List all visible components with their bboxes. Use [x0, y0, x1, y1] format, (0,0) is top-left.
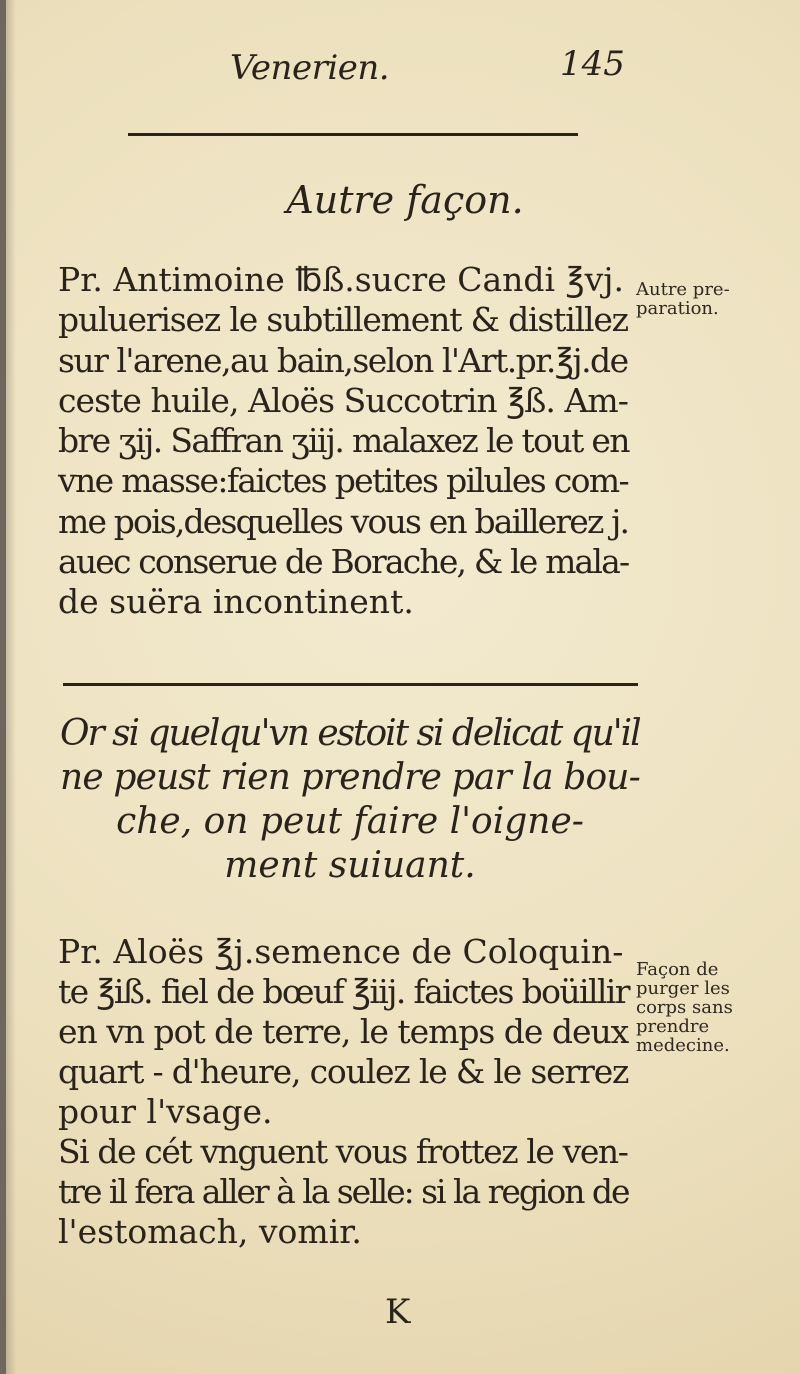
- middle-rule: [63, 683, 638, 686]
- margin-note-line: Autre pre-: [636, 279, 730, 300]
- margin-note-line: medecine.: [636, 1035, 730, 1056]
- recipe-1-line: Pr. Antimoine ℔ß.sucre Candi ℥vj.: [58, 260, 624, 299]
- margin-note-line: corps sans: [636, 997, 733, 1018]
- running-head: Venerien.: [230, 48, 390, 88]
- page-number: 145: [560, 44, 625, 84]
- margin-note-preparation: [636, 280, 796, 318]
- signature-mark: K: [385, 1292, 411, 1332]
- recipe-1-line: de suëra incontinent.: [58, 582, 414, 622]
- recipe-2-line: pour l'vsage.: [58, 1092, 273, 1131]
- recipe-2-line: l'estomach, vomir.: [58, 1212, 362, 1251]
- margin-note-line: Façon de: [636, 959, 719, 980]
- recipe-1-line: bre ʒij. Saffran ʒiij. malaxez le tout en: [58, 421, 629, 461]
- recipe-2-line: te ℥iß. fiel de bœuf ℥iij. faictes boüillir: [58, 972, 629, 1011]
- italic-heading-line: ment suiuant.: [224, 845, 476, 886]
- recipe-1-line: ceste huile, Aloës Succotrin ℥ß. Am-: [58, 380, 628, 420]
- italic-heading-line: che, on peut faire l'oigne-: [116, 801, 584, 842]
- margin-note-line: paration.: [636, 298, 719, 319]
- recipe-1-line: vne masse:faictes petites pilules com-: [58, 461, 629, 501]
- recipe-2-line: en vn pot de terre, le temps de deux: [58, 1012, 629, 1051]
- italic-heading-line: Or si quelqu'vn estoit si delicat qu'il: [60, 713, 640, 754]
- top-rule: [128, 133, 578, 136]
- recipe-1-line: auec conserue de Borache, & le mala-: [58, 542, 629, 582]
- recipe-2-line: Si de cét vnguent vous frottez le ven-: [58, 1132, 628, 1171]
- margin-note-purge: [636, 960, 796, 1055]
- recipe-2-line: tre il fera aller à la selle: si la region de: [58, 1172, 629, 1211]
- recipe-1-line: sur l'arene,au bain,selon l'Art.pr.℥j.de: [58, 340, 628, 380]
- recipe-2-line: Pr. Aloës ℥j.semence de Coloquin-: [58, 932, 624, 971]
- margin-note-line: purger les: [636, 978, 730, 999]
- recipe-2: [58, 932, 628, 1252]
- italic-heading: [60, 712, 640, 888]
- recipe-1-line: puluerisez le subtillement & distillez: [58, 300, 628, 340]
- recipe-1: [58, 260, 628, 623]
- margin-note-line: prendre: [636, 1016, 710, 1037]
- italic-heading-line: ne peust rien prendre par la bou-: [60, 757, 640, 798]
- section-title: Autre façon.: [286, 178, 524, 222]
- recipe-1-line: me pois,desquelles vous en baillerez j.: [58, 501, 629, 541]
- recipe-2-line: quart - d'heure, coulez le & le serrez: [58, 1052, 629, 1091]
